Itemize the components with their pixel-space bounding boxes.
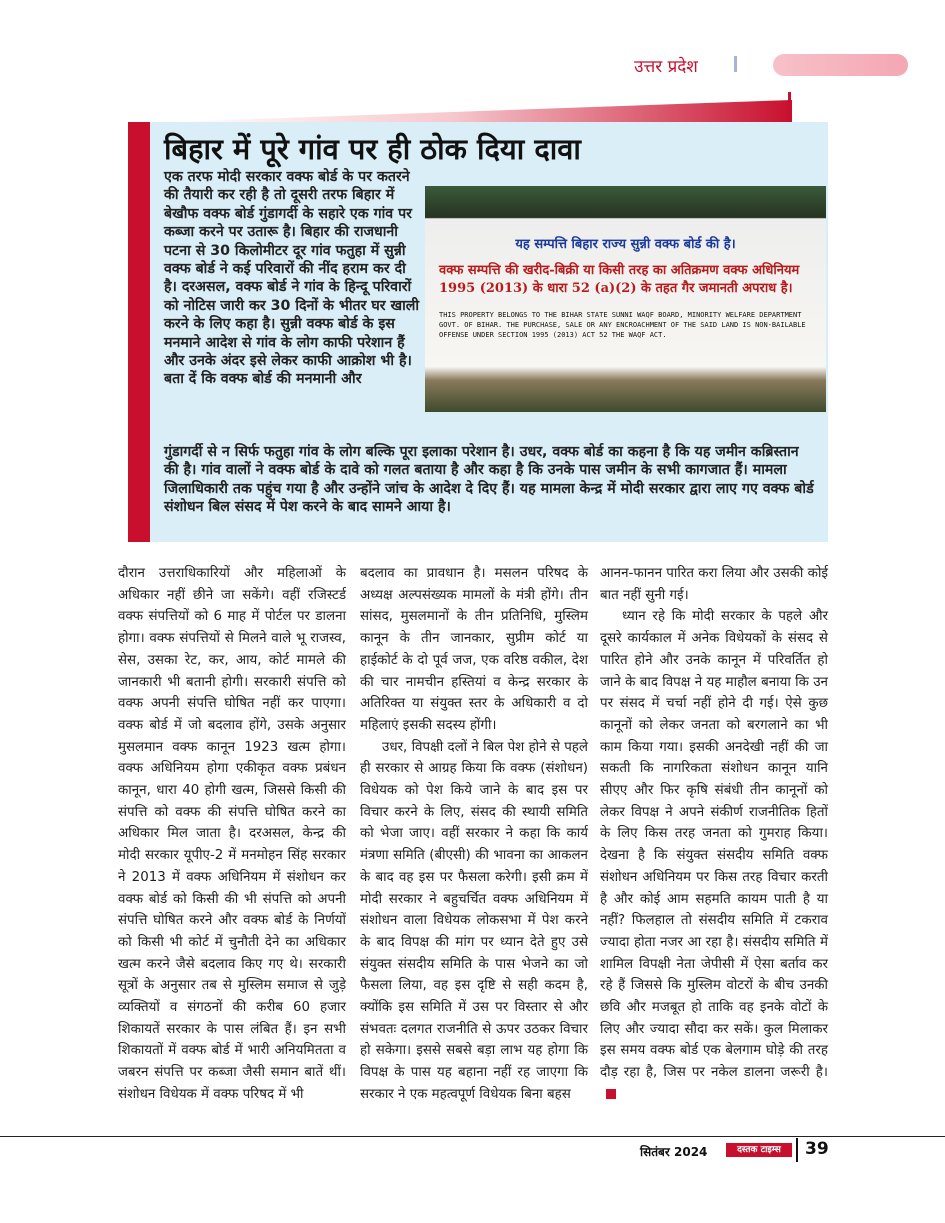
body-column-3 [600, 563, 828, 1106]
body-paragraph: आनन-फानन पारित करा लिया और उसकी कोई बात नहीं सुनी गई। [600, 566, 828, 603]
sign-line-warning: वक्फ सम्पत्ति की खरीद-बिक्री या किसी तरह का अतिक्रमण वक्फ अधिनियम 1995 (2013) के धारा 52 (a)(2) के तहत गैर जमानती अपराध है। [439, 263, 800, 296]
footer-rule [0, 1136, 945, 1137]
article-headline: बिहार में पूरे गांव पर ही ठोक दिया दावा [164, 132, 581, 166]
feature-box-accent [128, 122, 150, 542]
page-number: 39 [805, 1139, 829, 1159]
footer-date: सितंबर 2024 [640, 1145, 708, 1159]
final-paragraph-text: ध्यान रहे कि मोदी सरकार के पहले और दूसरे कार्यकाल में अनेक विधेयकों के संसद से पारित होने और उनके कानून में परिवर्तित हो जाने के बाद विपक्ष ने यह माहौल बनाया कि उन पर संसद में चर्चा नहीं होने दी गई। ऐसे कुछ कानूनों को लेकर जनता को बरगलाने का भी काम किया गया। इसकी अनदेखी नहीं की जा सकती कि नागरिकता संशोधन कानून यानि सीएए और फिर कृषि संबंधी तीन कानूनों को लेकर विपक्ष ने अपने संकीर्ण राजनीतिक हितों के लिए किस तरह जनता को गुमराह किया। देखना है कि संयुक्त संसदीय समिति वक्फ संशोधन अधिनियम पर किस तरह विचार करती है और कोई आम सहमति कायम पाती है या नहीं? फिलहाल तो संसदीय समिति में टकराव ज्यादा होता नजर आ रहा है। संसदीय समिति में शामिल विपक्षी नेता जेपीसी में ऐसा बर्ताव कर रहे हैं जिससे कि मुस्लिम वोटरों के बीच उनकी छवि और मजबूत हो ताकि वह इनके वोटों के लिए और ज्यादा सौदा कर सकें। कुल मिलाकर इस समय वक्फ बोर्ड एक बेलगाम घोड़े की तरह दौड़ रहा है, जिस पर नकेल डालना जरूरी है। [600, 609, 828, 1081]
section-divider [734, 56, 737, 72]
banner-stripe [170, 100, 792, 122]
article-intro: एक तरफ मोदी सरकार वक्फ बोर्ड के पर कतरने की तैयारी कर रही है तो दूसरी तरफ बिहार में बेखौफ वक्फ बोर्ड गुंडागर्दी के सहारे एक गांव पर कब्जा करने पर उतारू है। बिहार की राजधानी पटना से 30 किलोमीटर दूर गांव फतुहा में सुन्नी वक्फ बोर्ड ने कई परिवारों की नींद हराम कर दी है। दरअसल, वक्फ बोर्ड ने गांव के हिन्दू परिवारों को नोटिस जारी कर 30 दिनों के भीतर घर खाली करने के लिए कहा है। सुन्नी वक्फ बोर्ड के इस मनमाने आदेश से गांव के लोग काफी परेशान हैं और उनके अंदर इसे लेकर काफी आक्रोश भी है। बता दें कि वक्फ बोर्ड की मनमानी और [164, 169, 420, 388]
sign-board [425, 218, 826, 395]
body-paragraph: बदलाव का प्रावधान है। मसलन परिषद के अध्यक्ष अल्पसंख्यक मामलों के मंत्री होंगे। तीन सांसद, मुसलमानों के तीन प्रतिनिधि, मुस्लिम कानून के तीन जानकार, सुप्रीम कोर्ट या हाईकोर्ट के दो पूर्व जज, एक वरिष्ठ वकील, देश की चार नामचीन हस्तियां व केन्द्र सरकार के अतिरिक्त या संयुक्त स्तर के अधिकारी व दो महिलाएं इसकी सदस्य होंगी। [360, 566, 588, 733]
waqf-board-sign-photo [425, 186, 826, 412]
footer-separator [796, 1138, 798, 1162]
body-column-2 [360, 563, 588, 1106]
end-mark-icon [606, 1089, 616, 1099]
section-label: उत्तर प्रदेश [634, 57, 698, 77]
section-decor-pill [773, 54, 908, 76]
article-intro-continued: गुंडागर्दी से न सिर्फ फतुहा गांव के लोग बल्कि पूरा इलाका परेशान है। उधर, वक्फ बोर्ड का कहना है कि यह जमीन कब्रिस्तान की है। गांव वालों ने वक्फ बोर्ड के दावे को गलत बताया है और कहा है कि उनके पास जमीन के सभी कागजात हैं। मामला जिलाधिकारी तक पहुंच गया है और उन्होंने जांच के आदेश दे दिए हैं। यह मामला केन्द्र में मोदी सरकार द्वारा लाए गए वक्फ बोर्ड संशोधन बिल संसद में पेश करने के बाद सामने आया है। [164, 444, 814, 516]
sign-line-title: यह सम्पत्ति बिहार राज्य सुन्नी वक्फ बोर्ड की है। [515, 237, 736, 252]
body-column-1 [118, 563, 346, 1106]
body-paragraph: उधर, विपक्षी दलों ने बिल पेश होने से पहले ही सरकार से आग्रह किया कि वक्फ (संशोधन) विधेयक को पेश किये जाने के बाद इस पर विचार करने के लिए, संसद की स्थायी समिति को भेजा जाए। वहीं सरकार ने कहा कि कार्य मंत्रणा समिति (बीएसी) की भावना का आकलन के बाद वह इस पर फैसला करेगी। इसी क्रम में मोदी सरकार ने बहुचर्चित वक्फ अधिनियम में संशोधन वाला विधेयक लोकसभा में पेश करने के बाद विपक्ष की मांग पर ध्यान देते हुए उसे संयुक्त संसदीय समिति के पास भेजने का जो फैसला लिया, वह इस दृष्टि से सही कदम है, क्योंकि इस समिति में उस पर विस्तार से और संभवतः दलगत राजनीति से ऊपर उठकर विचार हो सकेगा। इससे सबसे बड़ा लाभ यह होगा कि विपक्ष के पास यह बहाना नहीं रह जाएगा कि सरकार ने एक महत्वपूर्ण विधेयक बिना बहस [360, 739, 588, 1102]
magazine-logo: दस्तक टाइम्स [726, 1143, 792, 1157]
body-paragraph: दौरान उत्तराधिकारियों और महिलाओं के अधिकार नहीं छीने जा सकेंगे। वहीं रजिस्टर्ड वक्फ संपत्तियों को 6 माह में पोर्टल पर डालना होगा। वक्फ संपत्तियों से मिलने वाले भू राजस्व, सेस, उसका रेट, कर, आय, कोर्ट मामले की जानकारी भी बतानी होगी। सरकारी संपत्ति को वक्फ अपनी संपत्ति घोषित नहीं कर पाएगा। वक्फ बोर्ड में जो बदलाव होंगे, उसके अनुसार मुसलमान वक्फ कानून 1923 खत्म होगा। वक्फ अधिनियम होगा एकीकृत वक्फ प्रबंधन कानून, धारा 40 होगी खत्म, जिससे किसी की संपत्ति को वक्फ की संपत्ति घोषित करने का अधिकार मिल जाता है। दरअसल, केन्द्र की मोदी सरकार यूपीए-2 में मनमोहन सिंह सरकार ने 2013 में वक्फ अधिनियम में संशोधन कर वक्फ बोर्ड को किसी की भी संपत्ति को अपनी संपत्ति घोषित करने और वक्फ बोर्ड के निर्णयों को किसी भी कोर्ट में चुनौती देने का अधिकार खत्म करने जैसे बदलाव किए गए थे। सरकारी सूत्रों के अनुसार तब से मुस्लिम समाज से जुड़े व्यक्तियों व संगठनों की करीब 60 हजार शिकायतें सरकार के पास लंबित हैं। इन सभी शिकायतों में वक्फ बोर्ड में भारी अनियमितता व जबरन संपत्ति पर कब्जा जैसी समान बातें थीं। संशोधन विधेयक में वक्फ परिषद में भी [118, 566, 346, 1102]
sign-line-english: THIS PROPERTY BELONGS TO THE BIHAR STATE SUNNI WAQF BOARD, MINORITY WELFARE DEPARTMENT GOVT. OF BIHAR. THE PURCHASE, SALE OR ANY ENCROACHMENT OF THE SAID LAND IS NON-BAILABLE OFFENSE UNDER SECTION 1995 (2013) ACT 52 THE WAQF ACT. [439, 311, 806, 339]
body-paragraph-final [600, 606, 828, 1105]
banner-tick [788, 92, 791, 124]
